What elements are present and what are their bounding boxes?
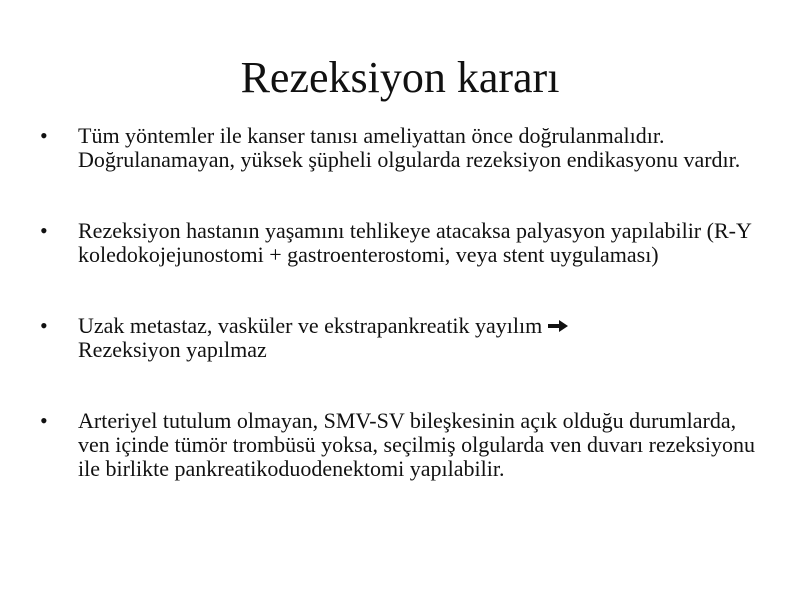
bullet-dot: •: [40, 123, 48, 148]
bullet-item-3: [40, 314, 770, 362]
bullet-dot: •: [40, 408, 48, 433]
bullet-dot: •: [40, 313, 48, 338]
bullet-text-before-arrow: Uzak metastaz, vasküler ve ekstrapankreatik yayılım: [78, 313, 543, 338]
bullet-item-4: [40, 409, 770, 481]
bullet-text: Tüm yöntemler ile kanser tanısı ameliyattan önce doğrulanmalıdır. Doğrulanamayan, yüksek şüpheli olgularda rezeksiyon endikasyonu vardır.: [78, 123, 741, 172]
bullet-dot: •: [40, 218, 48, 243]
right-arrow-icon: [546, 318, 570, 334]
slide-title: Rezeksiyon kararı: [240, 53, 560, 102]
bullet-list: [40, 124, 770, 481]
bullet-item-2: [40, 219, 770, 267]
bullet-text: Arteriyel tutulum olmayan, SMV-SV bileşkesinin açık olduğu durumlarda, ven içinde tümör trombüsü yoksa, seçilmiş olgularda ven duvarı rezeksiyonu ile birlikte pankreatikoduodenektomi yapılabilir.: [78, 408, 755, 481]
bullet-item-1: [40, 124, 770, 172]
bullet-text-after-arrow: Rezeksiyon yapılmaz: [78, 337, 267, 362]
bullet-text: Rezeksiyon hastanın yaşamını tehlikeye atacaksa palyasyon yapılabilir (R-Y koledokojejunostomi + gastroenterostomi, veya stent uygulaması): [78, 218, 752, 267]
